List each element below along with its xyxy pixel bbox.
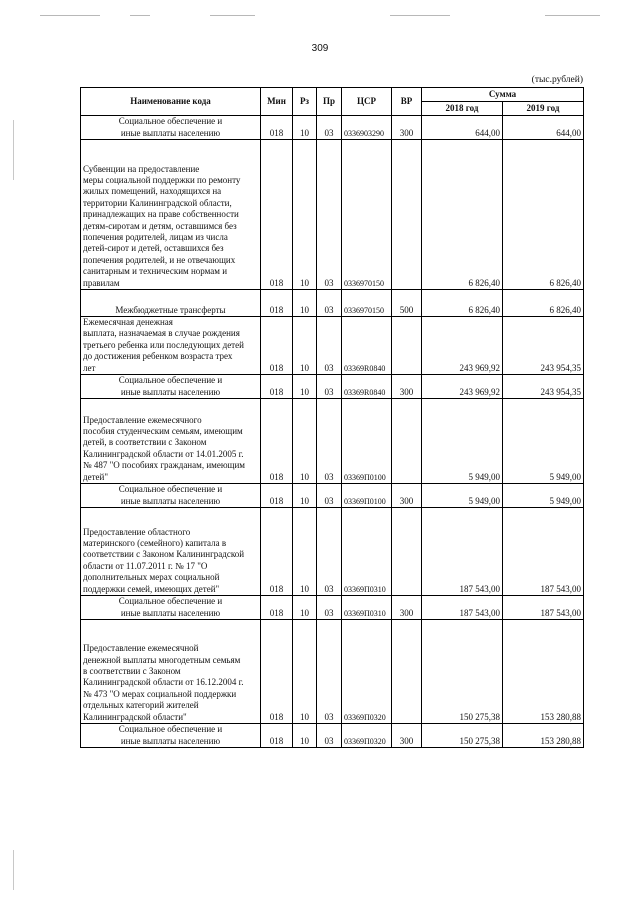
table-row [81, 290, 584, 317]
row-vr: 500 [392, 290, 422, 317]
scan-edge-mark [13, 120, 14, 180]
row-min: 018 [261, 116, 293, 140]
header-sum: Сумма [422, 88, 584, 102]
row-amount-2018: 187 543,00 [422, 596, 503, 620]
row-pr: 03 [317, 399, 342, 484]
row-vr: 300 [392, 375, 422, 399]
row-vr: 300 [392, 116, 422, 140]
row-vr: 300 [392, 724, 422, 748]
row-vr [392, 140, 422, 290]
row-vr: 300 [392, 484, 422, 508]
row-rz: 10 [293, 290, 317, 317]
row-amount-2019: 187 543,00 [503, 596, 584, 620]
table-row [81, 508, 584, 596]
row-pr: 03 [317, 596, 342, 620]
units-label: (тыс.рублей) [531, 75, 583, 85]
table-row [81, 596, 584, 620]
row-rz: 10 [293, 724, 317, 748]
row-vr [392, 620, 422, 724]
row-rz: 10 [293, 508, 317, 596]
header-min: Мин [261, 88, 293, 116]
page-number: 309 [311, 43, 329, 54]
row-min: 018 [261, 620, 293, 724]
row-amount-2018: 644,00 [422, 116, 503, 140]
row-amount-2018: 5 949,00 [422, 399, 503, 484]
row-amount-2018: 243 969,92 [422, 317, 503, 375]
row-amount-2019: 5 949,00 [503, 484, 584, 508]
row-vr [392, 317, 422, 375]
row-name: Социальное обеспечение и иные выплаты населению [81, 724, 261, 748]
row-csr: 03369П0100 [342, 484, 392, 508]
row-min: 018 [261, 290, 293, 317]
row-amount-2018: 243 969,92 [422, 375, 503, 399]
table-row [81, 317, 584, 375]
row-pr: 03 [317, 484, 342, 508]
header-rz: Рз [293, 88, 317, 116]
row-rz: 10 [293, 620, 317, 724]
row-pr: 03 [317, 317, 342, 375]
table-header-row [81, 88, 584, 102]
row-csr: 03369П0100 [342, 399, 392, 484]
row-csr: 03369П0310 [342, 596, 392, 620]
row-pr: 03 [317, 724, 342, 748]
row-min: 018 [261, 596, 293, 620]
row-amount-2019: 243 954,35 [503, 317, 584, 375]
row-amount-2019: 5 949,00 [503, 399, 584, 484]
row-amount-2018: 6 826,40 [422, 290, 503, 317]
top-rule [210, 15, 255, 16]
row-amount-2018: 187 543,00 [422, 508, 503, 596]
row-min: 018 [261, 140, 293, 290]
row-amount-2019: 6 826,40 [503, 290, 584, 317]
row-amount-2019: 187 543,00 [503, 508, 584, 596]
table-row [81, 399, 584, 484]
row-name: Социальное обеспечение и иные выплаты населению [81, 596, 261, 620]
row-rz: 10 [293, 399, 317, 484]
row-rz: 10 [293, 140, 317, 290]
row-csr: 0336903290 [342, 116, 392, 140]
table-row [81, 484, 584, 508]
row-vr: 300 [392, 596, 422, 620]
row-name: Предоставление ежемесячной денежной выплаты многодетным семьям в соответствии с Законом Калининградской области от 16.12.2004 г. № 473 "О мерах социальной поддержки отдельных категорий жителей Калининградской области" [81, 620, 261, 724]
row-csr: 03369R0840 [342, 317, 392, 375]
row-vr [392, 399, 422, 484]
row-name: Субвенции на предоставление меры социальной поддержки по ремонту жилых помещений, находящихся на территории Калининградской области, принадлежащих на праве собственности детям-сиротам и детям, оставшимся без попечения родителей, лицам из числа детей-сирот и детей, оставшихся без попечения родителей, и не отвечающих санитарным и техническим нормам и правилам [81, 140, 261, 290]
header-vr: ВР [392, 88, 422, 116]
row-pr: 03 [317, 290, 342, 317]
scan-edge-mark [13, 850, 14, 890]
header-year-2019: 2019 год [503, 102, 584, 116]
row-rz: 10 [293, 116, 317, 140]
table-row [81, 375, 584, 399]
row-name: Межбюджетные трансферты [81, 290, 261, 317]
table-row [81, 140, 584, 290]
row-csr: 03369П0320 [342, 620, 392, 724]
row-name: Предоставление областного материнского (семейного) капитала в соответствии с Законом Калининградской области от 11.07.2011 г. № 17 "О дополнительных мерах социальной поддержки семей, имеющих детей" [81, 508, 261, 596]
row-csr: 0336970150 [342, 140, 392, 290]
row-rz: 10 [293, 375, 317, 399]
table-row [81, 116, 584, 140]
row-vr [392, 508, 422, 596]
table-row [81, 724, 584, 748]
row-rz: 10 [293, 484, 317, 508]
row-name: Ежемесячная денежная выплата, назначаемая в случае рождения третьего ребенка или последующих детей до достижения ребенком возраста трех лет [81, 317, 261, 375]
row-name: Предоставление ежемесячного пособия студенческим семьям, имеющим детей, в соответствии с Законом Калининградской области от 14.01.2005 г. № 487 "О пособиях гражданам, имеющим детей" [81, 399, 261, 484]
row-min: 018 [261, 317, 293, 375]
top-rule [390, 15, 450, 16]
header-year-2018: 2018 год [422, 102, 503, 116]
row-amount-2019: 6 826,40 [503, 140, 584, 290]
row-rz: 10 [293, 317, 317, 375]
top-rule [545, 15, 600, 16]
row-min: 018 [261, 375, 293, 399]
row-pr: 03 [317, 116, 342, 140]
row-amount-2019: 153 280,88 [503, 620, 584, 724]
row-amount-2018: 150 275,38 [422, 724, 503, 748]
row-name: Социальное обеспечение и иные выплаты населению [81, 484, 261, 508]
row-csr: 03369П0320 [342, 724, 392, 748]
row-min: 018 [261, 508, 293, 596]
top-rule [130, 15, 150, 16]
row-rz: 10 [293, 596, 317, 620]
row-pr: 03 [317, 375, 342, 399]
row-csr: 03369R0840 [342, 375, 392, 399]
row-amount-2018: 6 826,40 [422, 140, 503, 290]
row-pr: 03 [317, 620, 342, 724]
top-rule [40, 15, 100, 16]
row-name: Социальное обеспечение и иные выплаты населению [81, 116, 261, 140]
row-amount-2019: 153 280,88 [503, 724, 584, 748]
header-pr: Пр [317, 88, 342, 116]
row-min: 018 [261, 724, 293, 748]
row-pr: 03 [317, 508, 342, 596]
row-amount-2019: 644,00 [503, 116, 584, 140]
header-name: Наименование кода [81, 88, 261, 116]
row-csr: 03369П0310 [342, 508, 392, 596]
row-amount-2018: 5 949,00 [422, 484, 503, 508]
row-amount-2019: 243 954,35 [503, 375, 584, 399]
header-csr: ЦСР [342, 88, 392, 116]
row-pr: 03 [317, 140, 342, 290]
row-name: Социальное обеспечение и иные выплаты населению [81, 375, 261, 399]
row-min: 018 [261, 484, 293, 508]
row-amount-2018: 150 275,38 [422, 620, 503, 724]
table-row [81, 620, 584, 724]
row-csr: 0336970150 [342, 290, 392, 317]
row-min: 018 [261, 399, 293, 484]
budget-table [80, 87, 584, 748]
